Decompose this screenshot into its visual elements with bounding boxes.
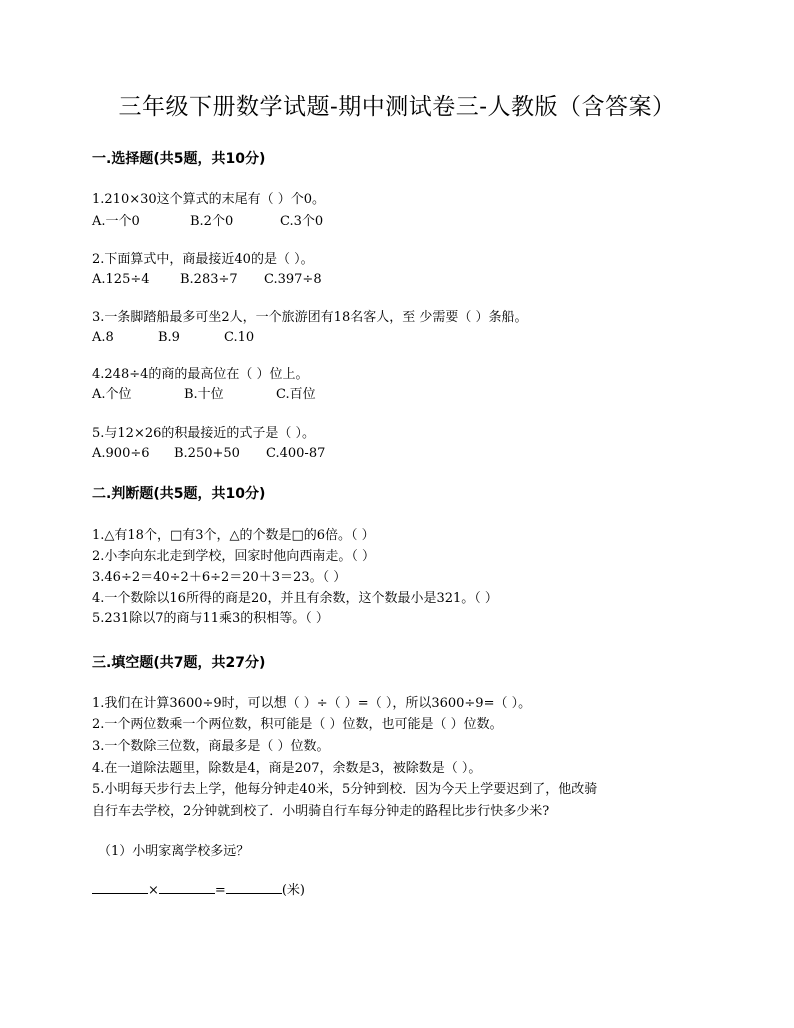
answer-blank[interactable] bbox=[92, 879, 148, 894]
option: C.400-87 bbox=[266, 446, 326, 461]
fill-line: 2.一个两位数乘一个两位数，积可能是（ ）位数，也可能是（ ）位数。 bbox=[92, 717, 503, 732]
question-options bbox=[92, 213, 323, 231]
section-heading-fill: 三.填空题(共7题，共27分) bbox=[92, 655, 266, 671]
question-text: 1.210×30这个算式的末尾有（ ）个0。 bbox=[92, 192, 326, 207]
option: A.8 bbox=[92, 330, 114, 345]
judge-line: 2.小李向东北走到学校，回家时他向西南走。（ ） bbox=[92, 549, 376, 564]
question-text: 3.一条脚踏船最多可坐2人，一个旅游团有18名客人，至 少需要（ ）条船。 bbox=[92, 310, 528, 325]
judge-line: 3.46÷2＝40÷2＋6÷2＝20＋3＝23。（ ） bbox=[92, 570, 347, 585]
question-text: 5.与12×26的积最接近的式子是（ ）。 bbox=[92, 426, 316, 441]
question-text: 4.248÷4的商的最高位在（ ）位上。 bbox=[92, 367, 309, 382]
option: B.283÷7 bbox=[180, 272, 238, 287]
fill-line: 自行车去学校，2分钟就到校了．小明骑自行车每分钟走的路程比步行快多少米? bbox=[92, 804, 550, 819]
judge-line: 5.231除以7的商与11乘3的积相等。（ ） bbox=[92, 611, 329, 626]
option: B.2个0 bbox=[190, 214, 234, 229]
option: A.900÷6 bbox=[92, 446, 150, 461]
option: C.3个0 bbox=[280, 214, 324, 229]
option: A.一个0 bbox=[92, 214, 140, 229]
page-title: 三年级下册数学试题-期中测试卷三-人教版（含答案） bbox=[118, 94, 676, 120]
option: B.9 bbox=[158, 330, 180, 345]
fill-line: 4.在一道除法题里，除数是4，商是207，余数是3，被除数是（ ）。 bbox=[92, 761, 482, 776]
section-heading-choice: 一.选择题(共5题，共10分) bbox=[92, 151, 266, 167]
option: B.十位 bbox=[184, 387, 224, 402]
option: A.125÷4 bbox=[92, 272, 150, 287]
answer-blank[interactable] bbox=[226, 879, 282, 894]
answer-blank[interactable] bbox=[159, 879, 215, 894]
sub-question: （1）小明家离学校多远？ bbox=[98, 844, 250, 859]
question-options bbox=[92, 329, 254, 347]
times-sign: × bbox=[148, 883, 159, 898]
option: C.397÷8 bbox=[264, 272, 322, 287]
option: C.百位 bbox=[276, 387, 316, 402]
fill-line: 3.一个数除三位数，商最多是（ ）位数。 bbox=[92, 739, 330, 754]
option: B.250+50 bbox=[174, 446, 240, 461]
fill-line: 5.小明每天步行去上学，他每分钟走40米，5分钟到校．因为今天上学要迟到了，他改骑 bbox=[92, 782, 598, 797]
answer-formula bbox=[92, 879, 305, 900]
fill-line: 1.我们在计算3600÷9时，可以想（ ）÷（ ）=（ ），所以3600÷9=（ ）。 bbox=[92, 696, 532, 711]
judge-line: 1.△有18个，□有3个，△的个数是□的6倍。（ ） bbox=[92, 528, 375, 543]
question-options bbox=[92, 386, 316, 404]
judge-line: 4.一个数除以16所得的商是20，并且有余数，这个数最小是321。（ ） bbox=[92, 591, 498, 606]
option: C.10 bbox=[224, 330, 255, 345]
option: A.个位 bbox=[92, 387, 132, 402]
equals-sign: = bbox=[214, 883, 226, 898]
question-options bbox=[92, 271, 322, 289]
unit-label: (米) bbox=[281, 883, 305, 898]
section-heading-judge: 二.判断题(共5题，共10分) bbox=[92, 486, 266, 502]
question-text: 2.下面算式中，商最接近40的是（ ）。 bbox=[92, 252, 314, 267]
question-options bbox=[92, 445, 325, 463]
